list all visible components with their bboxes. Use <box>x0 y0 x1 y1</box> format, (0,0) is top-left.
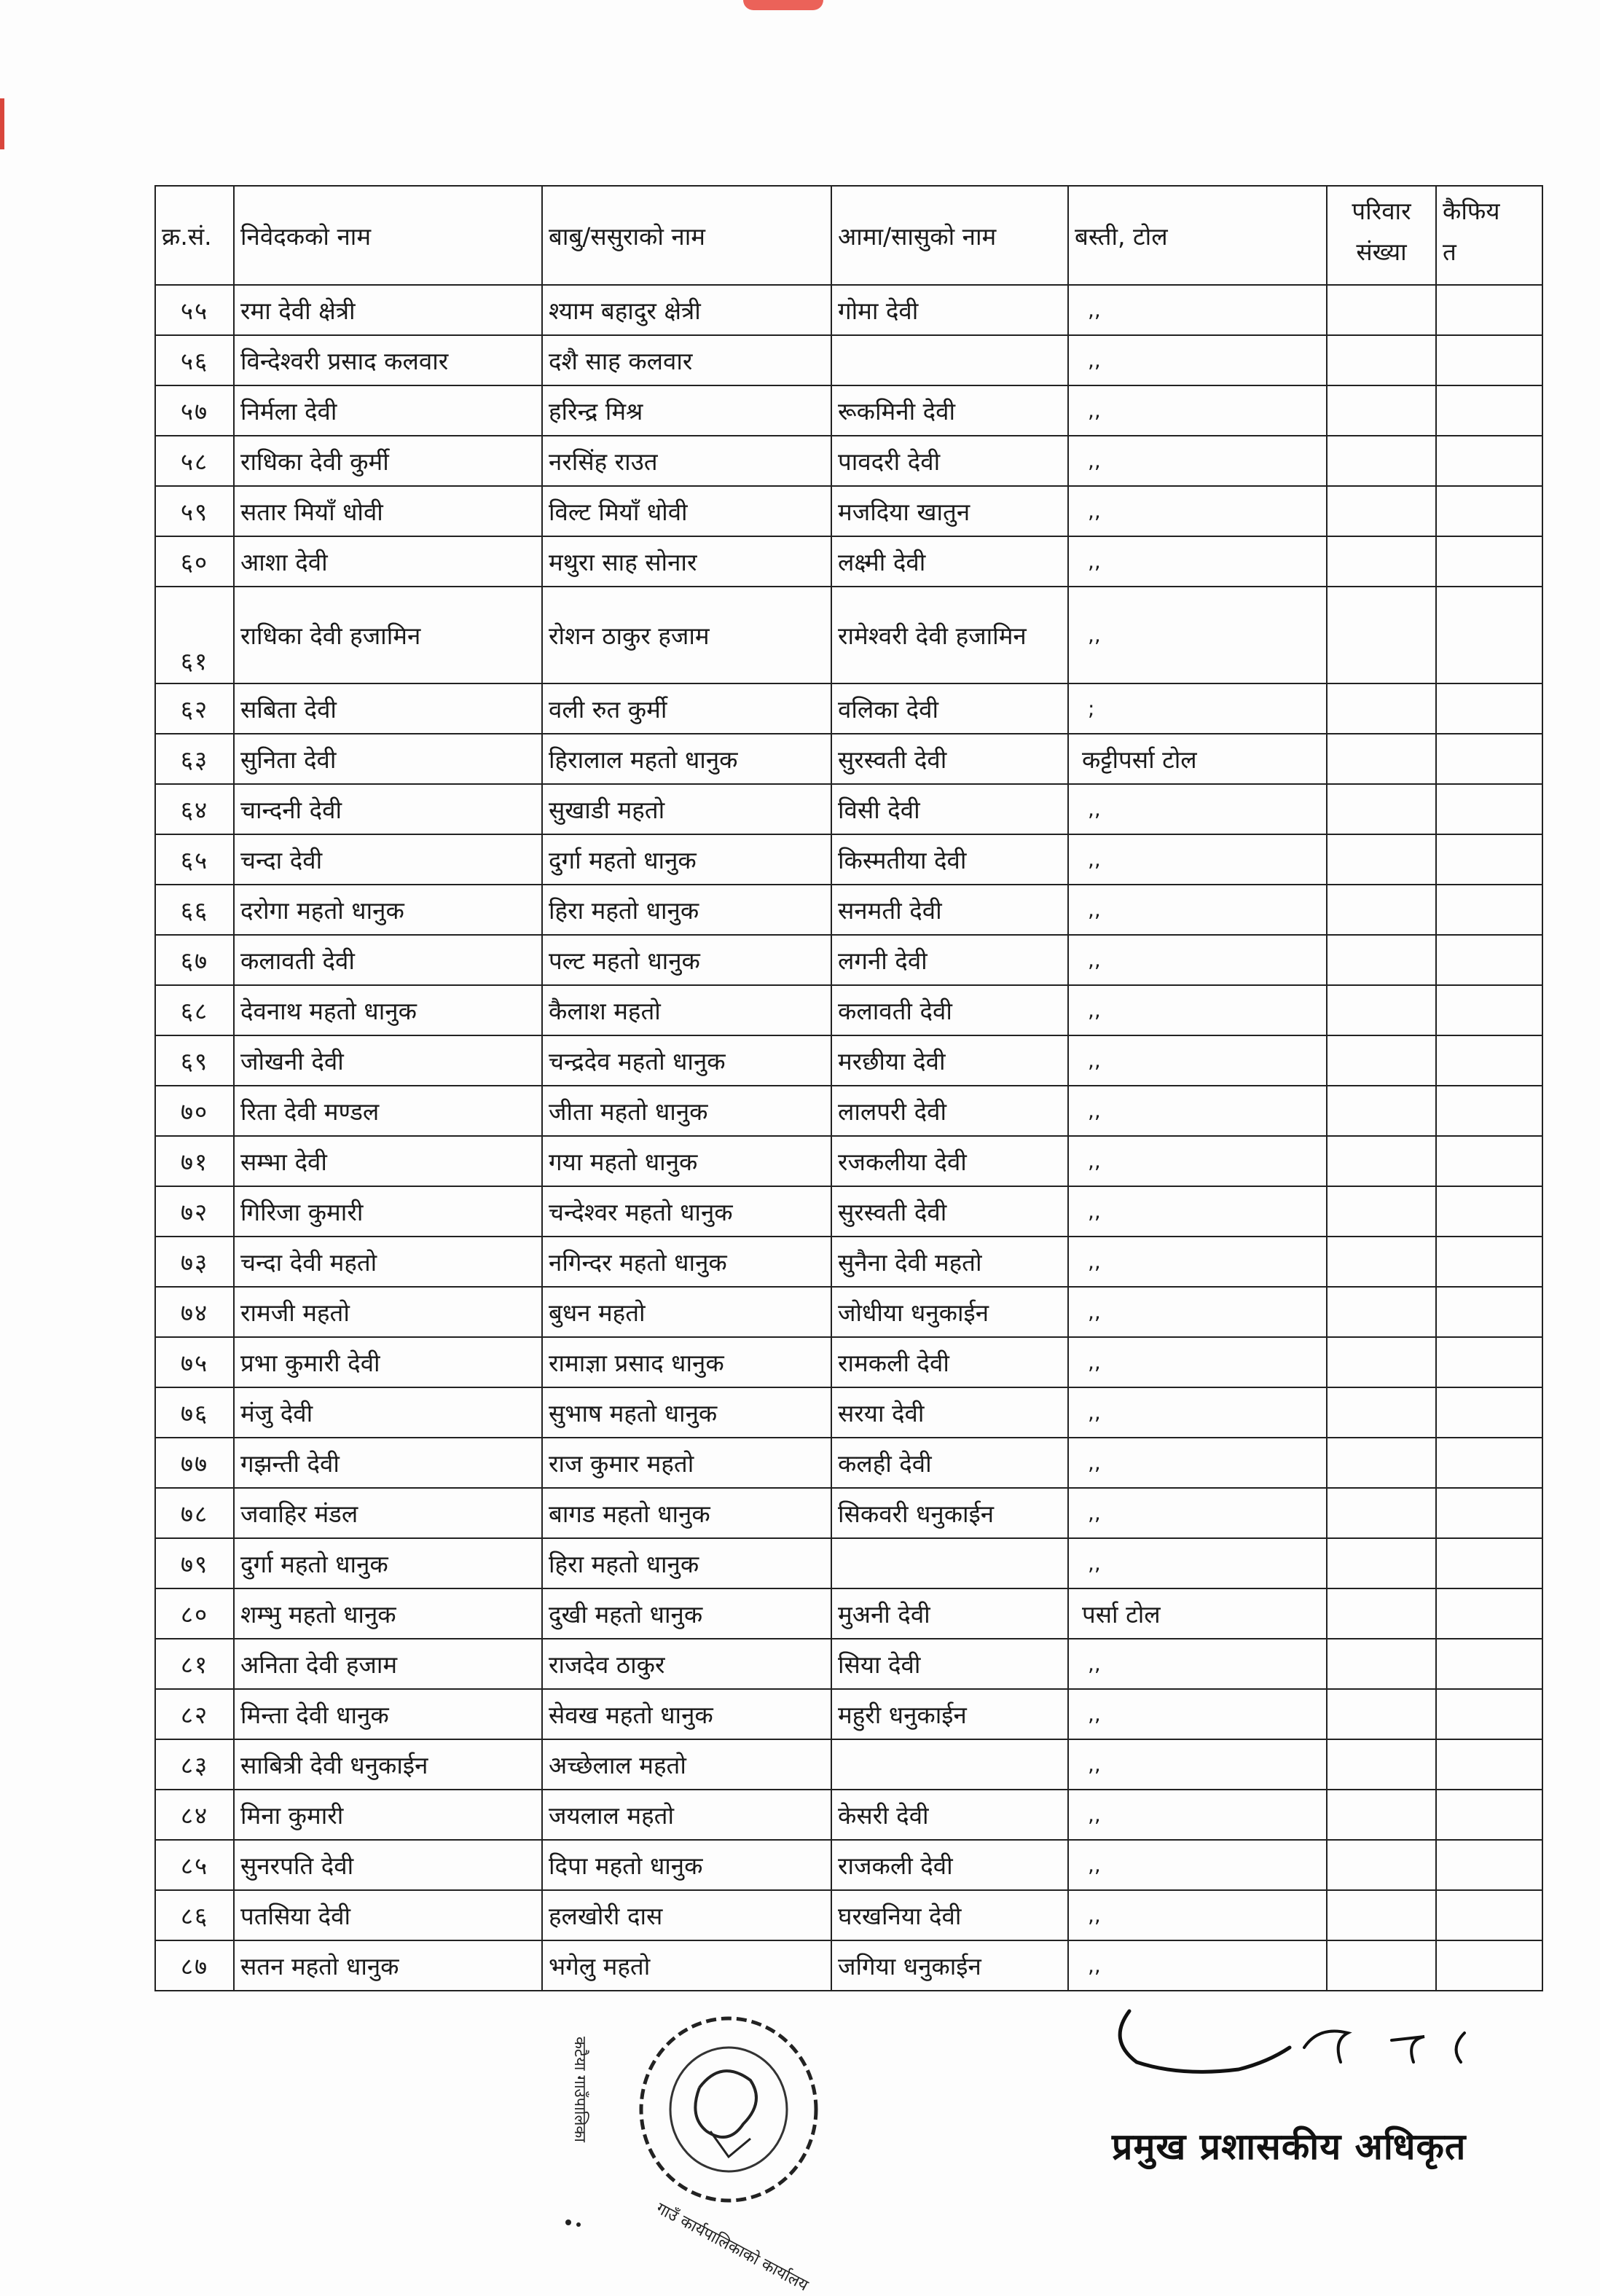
father-name-cell: हलखोरी दास <box>542 1890 831 1940</box>
family-count-cell <box>1327 1790 1436 1840</box>
family-count-cell <box>1327 285 1436 335</box>
applicant-name-cell: सुनिता देवी <box>234 734 542 784</box>
remarks-cell <box>1436 536 1542 587</box>
father-name-cell: चन्द्रदेव महतो धानुक <box>542 1035 831 1086</box>
settlement-cell: ,, <box>1068 935 1327 985</box>
settlement-cell: ,, <box>1068 784 1327 834</box>
applicant-name-cell: आशा देवी <box>234 536 542 587</box>
mother-name-cell: रूकमिनी देवी <box>831 385 1068 436</box>
table-row <box>155 1890 1542 1940</box>
family-count-cell <box>1327 935 1436 985</box>
remarks-cell <box>1436 1086 1542 1136</box>
handwritten-signature-icon <box>1086 1982 1552 2128</box>
mother-name-cell: घरखनिया देवी <box>831 1890 1068 1940</box>
applicant-name-cell: सम्भा देवी <box>234 1136 542 1186</box>
table-row <box>155 587 1542 683</box>
settlement-cell: ,, <box>1068 486 1327 536</box>
remarks-cell <box>1436 1237 1542 1287</box>
family-count-cell <box>1327 335 1436 385</box>
settlement-cell: ,, <box>1068 885 1327 935</box>
remarks-cell <box>1436 1840 1542 1890</box>
remarks-cell <box>1436 1488 1542 1538</box>
remarks-cell <box>1436 436 1542 486</box>
applicant-name-cell: जोखनी देवी <box>234 1035 542 1086</box>
serial-number-cell: ५६ <box>155 335 234 385</box>
mother-name-cell: जोधीया धनुकाईन <box>831 1287 1068 1337</box>
settlement-cell: ,, <box>1068 1940 1327 1991</box>
serial-number-cell: ८४ <box>155 1790 234 1840</box>
table-row <box>155 1035 1542 1086</box>
remarks-cell <box>1436 285 1542 335</box>
mother-name-cell: लगनी देवी <box>831 935 1068 985</box>
settlement-cell: ,, <box>1068 1639 1327 1689</box>
mother-name-cell: सरया देवी <box>831 1387 1068 1438</box>
remarks-cell <box>1436 385 1542 436</box>
father-name-cell: मथुरा साह सोनार <box>542 536 831 587</box>
family-count-cell <box>1327 683 1436 734</box>
header-remarks <box>1436 186 1542 285</box>
applicant-name-cell: सतन महतो धानुक <box>234 1940 542 1991</box>
remarks-cell <box>1436 1790 1542 1840</box>
mother-name-cell <box>831 1739 1068 1790</box>
mother-name-cell: राजकली देवी <box>831 1840 1068 1890</box>
serial-number-cell: ८५ <box>155 1840 234 1890</box>
table-row <box>155 1337 1542 1387</box>
serial-number-cell: ८६ <box>155 1890 234 1940</box>
serial-number-cell: ५८ <box>155 436 234 486</box>
table-row <box>155 734 1542 784</box>
serial-number-cell: ७३ <box>155 1237 234 1287</box>
family-count-cell <box>1327 834 1436 885</box>
applicant-name-cell: दुर्गा महतो धानुक <box>234 1538 542 1588</box>
serial-number-cell: ७९ <box>155 1538 234 1588</box>
mother-name-cell: किस्मतीया देवी <box>831 834 1068 885</box>
applicant-name-cell: विन्देश्वरी प्रसाद कलवार <box>234 335 542 385</box>
header-remarks-line2: त <box>1443 238 1456 266</box>
remarks-cell <box>1436 1588 1542 1639</box>
remarks-cell <box>1436 1136 1542 1186</box>
remarks-cell <box>1436 834 1542 885</box>
mother-name-cell: सुनैना देवी महतो <box>831 1237 1068 1287</box>
header-serial-number: क्र.सं. <box>155 186 234 285</box>
settlement-cell: ,, <box>1068 1488 1327 1538</box>
family-count-cell <box>1327 1237 1436 1287</box>
serial-number-cell: ८३ <box>155 1739 234 1790</box>
table-row <box>155 1237 1542 1287</box>
serial-number-cell: ५५ <box>155 285 234 335</box>
table-row <box>155 1739 1542 1790</box>
family-count-cell <box>1327 784 1436 834</box>
father-name-cell: रोशन ठाकुर हजाम <box>542 587 831 683</box>
mother-name-cell: लक्ष्मी देवी <box>831 536 1068 587</box>
settlement-cell: ,, <box>1068 1538 1327 1588</box>
settlement-cell: ,, <box>1068 1136 1327 1186</box>
family-count-cell <box>1327 1086 1436 1136</box>
father-name-cell: वली रुत कुर्मी <box>542 683 831 734</box>
father-name-cell: नगिन्दर महतो धानुक <box>542 1237 831 1287</box>
mother-name-cell: केसरी देवी <box>831 1790 1068 1840</box>
header-family-count-line1: परिवार <box>1352 197 1411 225</box>
seal-emblem-icon <box>554 2000 831 2248</box>
office-seal <box>554 2000 831 2295</box>
remarks-cell <box>1436 985 1542 1035</box>
applicant-name-cell: चान्दनी देवी <box>234 784 542 834</box>
father-name-cell: भगेलु महतो <box>542 1940 831 1991</box>
table-row <box>155 1588 1542 1639</box>
family-count-cell <box>1327 1890 1436 1940</box>
header-family-count-line2: संख्या <box>1356 238 1407 266</box>
serial-number-cell: ७८ <box>155 1488 234 1538</box>
father-name-cell: दुखी महतो धानुक <box>542 1588 831 1639</box>
mother-name-cell: सुरस्वती देवी <box>831 734 1068 784</box>
applicant-name-cell: राधिका देवी कुर्मी <box>234 436 542 486</box>
father-name-cell: हिरा महतो धानुक <box>542 885 831 935</box>
table-row <box>155 1186 1542 1237</box>
family-count-cell <box>1327 1488 1436 1538</box>
family-count-cell <box>1327 1337 1436 1387</box>
mother-name-cell: सिकवरी धनुकाईन <box>831 1488 1068 1538</box>
applicant-name-cell: सतार मियाँ धोवी <box>234 486 542 536</box>
applicant-name-cell: गझन्ती देवी <box>234 1438 542 1488</box>
remarks-cell <box>1436 784 1542 834</box>
applicant-name-cell: राधिका देवी हजामिन <box>234 587 542 683</box>
family-count-cell <box>1327 1739 1436 1790</box>
father-name-cell: सेवख महतो धानुक <box>542 1689 831 1739</box>
family-count-cell <box>1327 1387 1436 1438</box>
table-row <box>155 1086 1542 1136</box>
applicant-name-cell: सबिता देवी <box>234 683 542 734</box>
serial-number-cell: ८० <box>155 1588 234 1639</box>
father-name-cell: जयलाल महतो <box>542 1790 831 1840</box>
table-body <box>155 285 1542 1991</box>
serial-number-cell: ६४ <box>155 784 234 834</box>
father-name-cell: श्याम बहादुर क्षेत्री <box>542 285 831 335</box>
serial-number-cell: ७४ <box>155 1287 234 1337</box>
family-count-cell <box>1327 587 1436 683</box>
beneficiary-register-table <box>154 185 1543 1991</box>
officer-designation: प्रमुख प्रशासकीय अधिकृत <box>1112 2125 1467 2168</box>
remarks-cell <box>1436 587 1542 683</box>
mother-name-cell: सिया देवी <box>831 1639 1068 1689</box>
table-row <box>155 486 1542 536</box>
mother-name-cell <box>831 335 1068 385</box>
father-name-cell: हरिन्द्र मिश्र <box>542 385 831 436</box>
remarks-cell <box>1436 1337 1542 1387</box>
settlement-cell: ,, <box>1068 335 1327 385</box>
header-settlement: बस्ती, टोल <box>1068 186 1327 285</box>
serial-number-cell: ८७ <box>155 1940 234 1991</box>
remarks-cell <box>1436 1387 1542 1438</box>
family-count-cell <box>1327 734 1436 784</box>
table-row <box>155 1538 1542 1588</box>
father-name-cell: अच्छेलाल महतो <box>542 1739 831 1790</box>
settlement-cell: ,, <box>1068 436 1327 486</box>
serial-number-cell: ६७ <box>155 935 234 985</box>
table-row <box>155 1639 1542 1689</box>
mother-name-cell: मरछीया देवी <box>831 1035 1068 1086</box>
table-header-row <box>155 186 1542 285</box>
family-count-cell <box>1327 1438 1436 1488</box>
remarks-cell <box>1436 683 1542 734</box>
settlement-cell: ,, <box>1068 1739 1327 1790</box>
applicant-name-cell: निर्मला देवी <box>234 385 542 436</box>
mother-name-cell: महुरी धनुकाईन <box>831 1689 1068 1739</box>
mother-name-cell: मुअनी देवी <box>831 1588 1068 1639</box>
settlement-cell: पर्सा टोल <box>1068 1588 1327 1639</box>
mother-name-cell: पावदरी देवी <box>831 436 1068 486</box>
father-name-cell: सुभाष महतो धानुक <box>542 1387 831 1438</box>
father-name-cell: सुखाडी महतो <box>542 784 831 834</box>
family-count-cell <box>1327 1136 1436 1186</box>
family-count-cell <box>1327 486 1436 536</box>
father-name-cell: हिरा महतो धानुक <box>542 1538 831 1588</box>
mother-name-cell: रामेश्वरी देवी हजामिन <box>831 587 1068 683</box>
remarks-cell <box>1436 935 1542 985</box>
table-row <box>155 1387 1542 1438</box>
family-count-cell <box>1327 1689 1436 1739</box>
settlement-cell: ,, <box>1068 587 1327 683</box>
father-name-cell: दशै साह कलवार <box>542 335 831 385</box>
header-mother-name: आमा/सासुको नाम <box>831 186 1068 285</box>
father-name-cell: पल्ट महतो धानुक <box>542 935 831 985</box>
father-name-cell: नरसिंह राउत <box>542 436 831 486</box>
family-count-cell <box>1327 1538 1436 1588</box>
table-row <box>155 335 1542 385</box>
header-applicant-name: निवेदकको नाम <box>234 186 542 285</box>
remarks-cell <box>1436 1739 1542 1790</box>
mother-name-cell <box>831 1538 1068 1588</box>
serial-number-cell: ६५ <box>155 834 234 885</box>
header-father-name: बाबु/ससुराको नाम <box>542 186 831 285</box>
serial-number-cell: ६२ <box>155 683 234 734</box>
serial-number-cell: ६३ <box>155 734 234 784</box>
applicant-name-cell: जवाहिर मंडल <box>234 1488 542 1538</box>
table-row <box>155 385 1542 436</box>
father-name-cell: राजदेव ठाकुर <box>542 1639 831 1689</box>
applicant-name-cell: देवनाथ महतो धानुक <box>234 985 542 1035</box>
seal-text-line1: कटैया गाउँपालिका <box>570 2037 589 2142</box>
applicant-name-cell: रमा देवी क्षेत्री <box>234 285 542 335</box>
mother-name-cell: गोमा देवी <box>831 285 1068 335</box>
family-count-cell <box>1327 1588 1436 1639</box>
settlement-cell: ,, <box>1068 385 1327 436</box>
settlement-cell: ,, <box>1068 1086 1327 1136</box>
margin-mark <box>0 98 4 149</box>
settlement-cell: ,, <box>1068 1387 1327 1438</box>
mother-name-cell: मजदिया खातुन <box>831 486 1068 536</box>
family-count-cell <box>1327 1186 1436 1237</box>
table-row <box>155 536 1542 587</box>
father-name-cell: कैलाश महतो <box>542 985 831 1035</box>
applicant-name-cell: कलावती देवी <box>234 935 542 985</box>
remarks-cell <box>1436 1689 1542 1739</box>
father-name-cell: रामाज्ञा प्रसाद धानुक <box>542 1337 831 1387</box>
table-row <box>155 885 1542 935</box>
mother-name-cell: लालपरी देवी <box>831 1086 1068 1136</box>
settlement-cell: ,, <box>1068 834 1327 885</box>
table-row <box>155 683 1542 734</box>
applicant-name-cell: अनिता देवी हजाम <box>234 1639 542 1689</box>
table-row <box>155 985 1542 1035</box>
family-count-cell <box>1327 536 1436 587</box>
mother-name-cell: रामकली देवी <box>831 1337 1068 1387</box>
family-count-cell <box>1327 985 1436 1035</box>
table-row <box>155 935 1542 985</box>
mother-name-cell: रजकलीया देवी <box>831 1136 1068 1186</box>
settlement-cell: ,, <box>1068 1790 1327 1840</box>
table-row <box>155 436 1542 486</box>
family-count-cell <box>1327 436 1436 486</box>
mother-name-cell: सुरस्वती देवी <box>831 1186 1068 1237</box>
father-name-cell: बागड महतो धानुक <box>542 1488 831 1538</box>
applicant-name-cell: रामजी महतो <box>234 1287 542 1337</box>
settlement-cell: ,, <box>1068 985 1327 1035</box>
father-name-cell: हिरालाल महतो धानुक <box>542 734 831 784</box>
page-edge-mark <box>743 0 823 10</box>
family-count-cell <box>1327 1639 1436 1689</box>
header-remarks-line1: कैफिय <box>1443 197 1500 225</box>
father-name-cell: दिपा महतो धानुक <box>542 1840 831 1890</box>
family-count-cell <box>1327 885 1436 935</box>
serial-number-cell: ५९ <box>155 486 234 536</box>
table-row <box>155 1840 1542 1890</box>
mother-name-cell: जगिया धनुकाईन <box>831 1940 1068 1991</box>
table-row <box>155 1689 1542 1739</box>
serial-number-cell: ७१ <box>155 1136 234 1186</box>
applicant-name-cell: दरोगा महतो धानुक <box>234 885 542 935</box>
settlement-cell: ,, <box>1068 1287 1327 1337</box>
settlement-cell: ,, <box>1068 285 1327 335</box>
remarks-cell <box>1436 1287 1542 1337</box>
remarks-cell <box>1436 1639 1542 1689</box>
applicant-name-cell: शम्भु महतो धानुक <box>234 1588 542 1639</box>
applicant-name-cell: पतसिया देवी <box>234 1890 542 1940</box>
settlement-cell: ,, <box>1068 536 1327 587</box>
settlement-cell: ,, <box>1068 1689 1327 1739</box>
serial-number-cell: ५७ <box>155 385 234 436</box>
applicant-name-cell: साबित्री देवी धनुकाईन <box>234 1739 542 1790</box>
table-row <box>155 1136 1542 1186</box>
header-family-count <box>1327 186 1436 285</box>
applicant-name-cell: चन्दा देवी <box>234 834 542 885</box>
settlement-cell: ,, <box>1068 1337 1327 1387</box>
remarks-cell <box>1436 885 1542 935</box>
family-count-cell <box>1327 1840 1436 1890</box>
serial-number-cell: ७२ <box>155 1186 234 1237</box>
table-row <box>155 784 1542 834</box>
remarks-cell <box>1436 335 1542 385</box>
serial-number-cell: ८२ <box>155 1689 234 1739</box>
serial-number-cell: ७७ <box>155 1438 234 1488</box>
applicant-name-cell: मंजु देवी <box>234 1387 542 1438</box>
serial-number-cell: ६६ <box>155 885 234 935</box>
signature-block <box>1086 1982 1552 2201</box>
serial-number-cell: ८१ <box>155 1639 234 1689</box>
serial-number-cell: ६१ <box>155 587 234 683</box>
father-name-cell: जीता महतो धानुक <box>542 1086 831 1136</box>
remarks-cell <box>1436 1538 1542 1588</box>
settlement-cell: ; <box>1068 683 1327 734</box>
table-row <box>155 1488 1542 1538</box>
mother-name-cell: विसी देवी <box>831 784 1068 834</box>
applicant-name-cell: गिरिजा कुमारी <box>234 1186 542 1237</box>
remarks-cell <box>1436 1438 1542 1488</box>
father-name-cell: विल्ट मियाँ धोवी <box>542 486 831 536</box>
applicant-name-cell: सुनरपति देवी <box>234 1840 542 1890</box>
applicant-name-cell: मिन्ता देवी धानुक <box>234 1689 542 1739</box>
settlement-cell: ,, <box>1068 1840 1327 1890</box>
father-name-cell: चन्देश्वर महतो धानुक <box>542 1186 831 1237</box>
mother-name-cell: कलही देवी <box>831 1438 1068 1488</box>
family-count-cell <box>1327 385 1436 436</box>
family-count-cell <box>1327 1287 1436 1337</box>
table-row <box>155 285 1542 335</box>
family-count-cell <box>1327 1035 1436 1086</box>
settlement-cell: ,, <box>1068 1890 1327 1940</box>
remarks-cell <box>1436 486 1542 536</box>
serial-number-cell: ७० <box>155 1086 234 1136</box>
father-name-cell: राज कुमार महतो <box>542 1438 831 1488</box>
settlement-cell: ,, <box>1068 1438 1327 1488</box>
table-row <box>155 1438 1542 1488</box>
seal-text-line2: गाउँ कार्यपालिकाको कार्यालय <box>653 2199 812 2295</box>
serial-number-cell: ६० <box>155 536 234 587</box>
remarks-cell <box>1436 734 1542 784</box>
mother-name-cell: कलावती देवी <box>831 985 1068 1035</box>
serial-number-cell: ७५ <box>155 1337 234 1387</box>
applicant-name-cell: प्रभा कुमारी देवी <box>234 1337 542 1387</box>
settlement-cell: कट्टीपर्सा टोल <box>1068 734 1327 784</box>
settlement-cell: ,, <box>1068 1237 1327 1287</box>
applicant-name-cell: मिना कुमारी <box>234 1790 542 1840</box>
table-row <box>155 1287 1542 1337</box>
settlement-cell: ,, <box>1068 1186 1327 1237</box>
serial-number-cell: ७६ <box>155 1387 234 1438</box>
table-row <box>155 1790 1542 1840</box>
settlement-cell: ,, <box>1068 1035 1327 1086</box>
remarks-cell <box>1436 1890 1542 1940</box>
father-name-cell: बुधन महतो <box>542 1287 831 1337</box>
serial-number-cell: ६८ <box>155 985 234 1035</box>
applicant-name-cell: रिता देवी मण्डल <box>234 1086 542 1136</box>
applicant-name-cell: चन्दा देवी महतो <box>234 1237 542 1287</box>
remarks-cell <box>1436 1186 1542 1237</box>
mother-name-cell: सनमती देवी <box>831 885 1068 935</box>
father-name-cell: दुर्गा महतो धानुक <box>542 834 831 885</box>
remarks-cell <box>1436 1035 1542 1086</box>
mother-name-cell: वलिका देवी <box>831 683 1068 734</box>
father-name-cell: गया महतो धानुक <box>542 1136 831 1186</box>
serial-number-cell: ६९ <box>155 1035 234 1086</box>
table-row <box>155 834 1542 885</box>
